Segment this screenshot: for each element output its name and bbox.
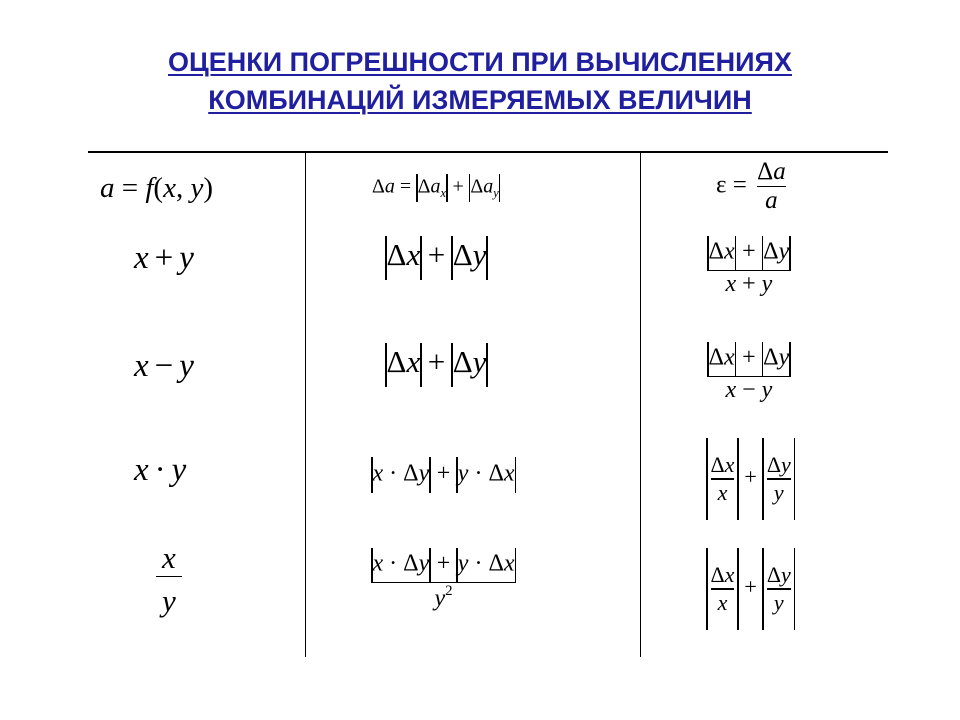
row-2-absolute-error: Δx + Δy bbox=[385, 343, 488, 387]
header-relative-error-formula: ε = $\frac{\Delta a}{a}$ bbox=[716, 158, 786, 215]
row-1-absolute-error: Δx + Δy bbox=[385, 236, 488, 280]
row-1-relative-error: $\frac{\Delta x + \Delta y}{x + y}$ bbox=[707, 236, 791, 298]
header-function-formula: a = f(x, y) bbox=[100, 172, 214, 204]
row-2-operation: x − y bbox=[134, 348, 194, 384]
row-4-operation: $\frac{x}{y}$ bbox=[156, 540, 182, 619]
column-divider-2 bbox=[640, 153, 641, 657]
row-4-absolute-error: $\frac{x \cdot \Delta y + y \cdot \Delta x}{y^2}$ bbox=[371, 548, 516, 613]
row-3-relative-error: $\frac{\Delta x}{x}$ + $\frac{\Delta y}{y}$ bbox=[706, 438, 795, 520]
row-2-relative-error: $\frac{\Delta x + \Delta y}{x - y}$ bbox=[707, 342, 791, 404]
title-line-1: ОЦЕНКИ ПОГРЕШНОСТИ ПРИ ВЫЧИСЛЕНИЯХ bbox=[168, 47, 792, 77]
table-top-rule bbox=[88, 151, 888, 153]
column-divider-1 bbox=[305, 153, 306, 657]
page-title bbox=[0, 43, 960, 119]
row-4-relative-error: $\frac{\Delta x}{x}$ + $\frac{\Delta y}{y}$ bbox=[706, 548, 795, 630]
row-1-operation: x + y bbox=[134, 240, 194, 276]
row-3-absolute-error: x · Δy + y · Δx bbox=[371, 457, 516, 493]
header-absolute-error-formula: $\Delta a = \Delta a_x + \Delta a_y$ bbox=[372, 174, 500, 202]
row-3-operation: x · y bbox=[134, 452, 187, 488]
title-line-2: КОМБИНАЦИЙ ИЗМЕРЯЕМЫХ ВЕЛИЧИН bbox=[208, 85, 752, 115]
